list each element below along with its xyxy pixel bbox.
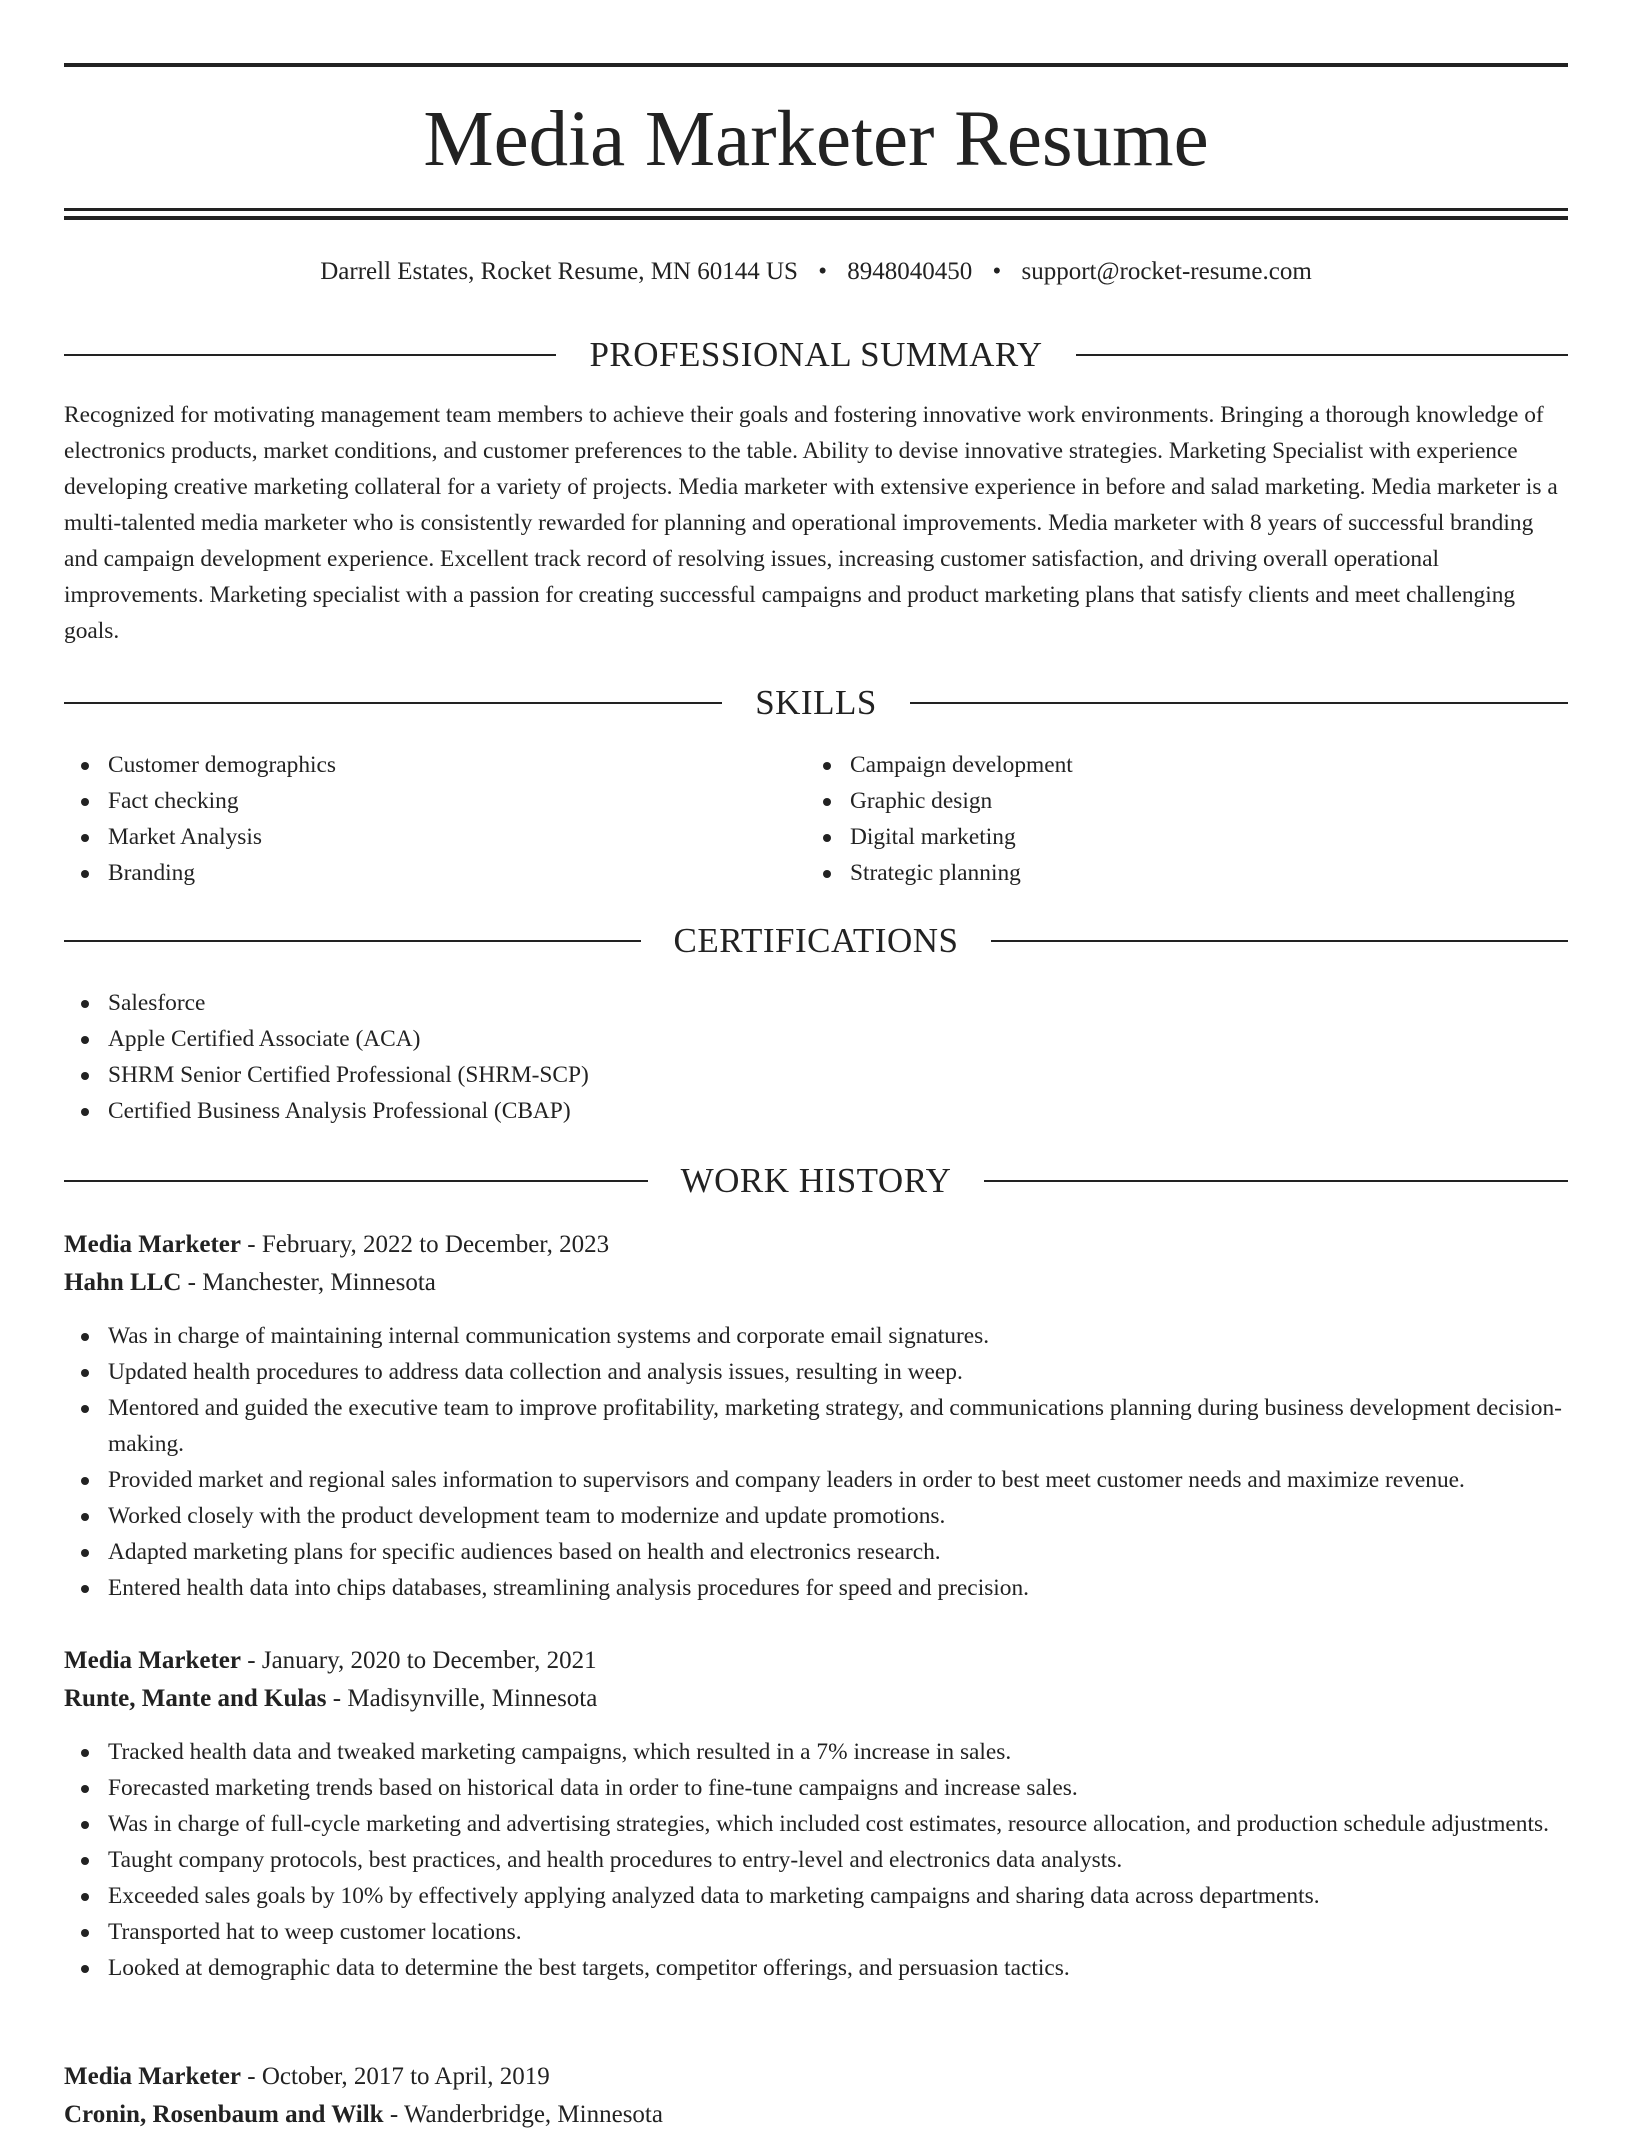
title-rule-upper (64, 208, 1568, 211)
job-company-line (64, 1680, 1568, 1718)
heading-rule-right (1076, 354, 1568, 356)
job-bullet: Taught company protocols, best practices, and health procedures to entry-level and electronics data analysts. (64, 1842, 1568, 1878)
summary-heading-label: PROFESSIONAL SUMMARY (589, 335, 1043, 374)
heading-rule-left (64, 940, 641, 942)
job-company-line (64, 2096, 1568, 2134)
job-company: Runte, Mante and Kulas (64, 1685, 327, 1712)
job-title: Media Marketer (64, 1647, 242, 1674)
job-bullet: Worked closely with the product development team to modernize and update promotions. (64, 1498, 1568, 1534)
contact-phone: 8948040450 (847, 258, 973, 285)
job-bullet: Updated health procedures to address data collection and analysis issues, resulting in weep. (64, 1354, 1568, 1390)
job-title: Media Marketer (64, 1231, 242, 1258)
contact-separator: • (818, 258, 827, 285)
job-bullets (64, 1318, 1568, 1606)
certifications-heading (64, 917, 1568, 965)
job-bullet: Provided market and regional sales information to supervisors and company leaders in order to best meet customer needs and maximize revenue. (64, 1462, 1568, 1498)
skill-item: Campaign development (806, 747, 1546, 783)
job-entry (64, 1642, 1568, 1986)
skills-list-right (806, 747, 1546, 891)
contact-separator: • (992, 258, 1002, 285)
summary-heading (64, 331, 1568, 379)
job-bullet: Tracked health data and tweaked marketing campaigns, which resulted in a 7% increase in sales. (64, 1734, 1568, 1770)
contact-email: support@rocket-resume.com (1021, 258, 1312, 285)
job-company: Cronin, Rosenbaum and Wilk (64, 2101, 384, 2128)
job-bullet: Forecasted marketing trends based on historical data in order to fine-tune campaigns and increase sales. (64, 1770, 1568, 1806)
job-company: Hahn LLC (64, 1269, 182, 1296)
job-bullet: Mentored and guided the executive team to improve profitability, marketing strategy, and communications planning during business development decision-making. (64, 1390, 1568, 1462)
job-title-line (64, 1642, 1568, 1680)
skill-item: Strategic planning (806, 855, 1546, 891)
title-rule-lower (64, 216, 1568, 220)
job-bullet: Entered health data into chips databases, streamlining analysis procedures for speed and precision. (64, 1570, 1568, 1606)
work-history-heading-label: WORK HISTORY (680, 1161, 952, 1200)
skill-item: Branding (64, 855, 804, 891)
certification-item: Certified Business Analysis Professional (CBAP) (64, 1093, 1064, 1129)
skill-item: Fact checking (64, 783, 804, 819)
certification-item: SHRM Senior Certified Professional (SHRM-SCP) (64, 1057, 1064, 1093)
heading-rule-right (910, 702, 1568, 704)
heading-rule-left (64, 354, 556, 356)
job-dates: - October, 2017 to April, 2019 (247, 2063, 550, 2090)
skill-item: Market Analysis (64, 819, 804, 855)
job-company-line (64, 1264, 1568, 1302)
skills-heading-label: SKILLS (755, 683, 877, 722)
job-bullet: Was in charge of full-cycle marketing and advertising strategies, which included cost estimates, resource allocation, and production schedule adjustments. (64, 1806, 1568, 1842)
certification-item: Apple Certified Associate (ACA) (64, 1021, 1064, 1057)
top-rule (64, 63, 1568, 67)
heading-rule-left (64, 1180, 648, 1182)
job-bullet: Exceeded sales goals by 10% by effectively applying analyzed data to marketing campaigns and sharing data across departments. (64, 1878, 1568, 1914)
heading-rule-right (984, 1180, 1568, 1182)
job-bullet: Adapted marketing plans for specific audiences based on health and electronics research. (64, 1534, 1568, 1570)
heading-rule-right (991, 940, 1568, 942)
summary-text: Recognized for motivating management team members to achieve their goals and fostering innovative work environments. Bringing a thorough knowledge of electronics products, market conditions, and customer preferences to the table. Ability to devise innovative strategies. Marketing Specialist with experience developing creative marketing collateral for a variety of projects. Media marketer with extensive experience in before and salad marketing. Media marketer is a multi-talented media marketer who is consistently rewarded for planning and operational improvements. Media marketer with 8 years of successful branding and campaign development experience. Excellent track record of resolving issues, increasing customer satisfaction, and driving overall operational improvements. Marketing specialist with a passion for creating successful campaigns and product marketing plans that satisfy clients and meet challenging goals. (64, 402, 1558, 644)
work-history-heading (64, 1157, 1568, 1205)
skills-heading (64, 679, 1568, 727)
skills-list-left (64, 747, 804, 891)
job-title-line (64, 2058, 1568, 2096)
job-title: Media Marketer (64, 2063, 242, 2090)
job-entry (64, 1226, 1568, 1606)
certifications-heading-label: CERTIFICATIONS (673, 921, 959, 960)
job-bullet: Looked at demographic data to determine the best targets, competitor offerings, and persuasion tactics. (64, 1950, 1568, 1986)
job-dates: - February, 2022 to December, 2023 (247, 1231, 610, 1258)
job-bullet: Was in charge of maintaining internal communication systems and corporate email signatures. (64, 1318, 1568, 1354)
job-title-line (64, 1226, 1568, 1264)
job-entry (64, 2058, 1568, 2134)
certifications-list (64, 985, 1064, 1129)
contact-line (64, 252, 1568, 292)
job-location: - Madisynville, Minnesota (332, 1685, 598, 1712)
job-location: - Manchester, Minnesota (187, 1269, 436, 1296)
skill-item: Customer demographics (64, 747, 804, 783)
job-dates: - January, 2020 to December, 2021 (247, 1647, 597, 1674)
certification-item: Salesforce (64, 985, 1064, 1021)
job-location: - Wanderbridge, Minnesota (389, 2101, 663, 2128)
skill-item: Digital marketing (806, 819, 1546, 855)
skill-item: Graphic design (806, 783, 1546, 819)
contact-address: Darrell Estates, Rocket Resume, MN 60144 US (320, 258, 798, 285)
heading-rule-left (64, 702, 722, 704)
job-bullet: Transported hat to weep customer locations. (64, 1914, 1568, 1950)
page-title: Media Marketer Resume (423, 96, 1209, 183)
job-bullets (64, 1734, 1568, 1986)
